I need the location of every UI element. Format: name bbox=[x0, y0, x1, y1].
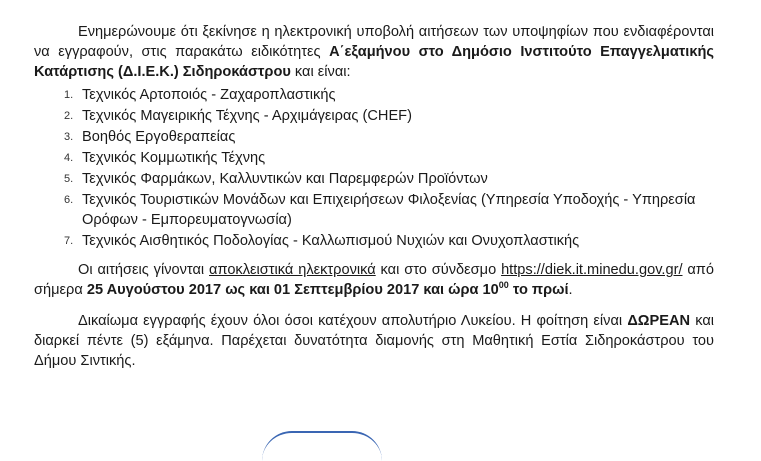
application-link[interactable]: https://diek.it.minedu.gov.gr/ bbox=[501, 262, 683, 278]
list-item bbox=[34, 190, 714, 230]
intro-paragraph bbox=[34, 22, 714, 82]
list-item-label: Τεχνικός Κομμωτικής Τέχνης bbox=[82, 150, 266, 166]
specialties-list bbox=[34, 85, 714, 251]
enrollment-text-2: και διαρκεί πέντε (5) εξάμηνα. Παρέχεται δυνατότητα διαμονής στη Μαθητική Εστία Σιδηροκάστρου του Δήμου Σιντικής. bbox=[34, 313, 715, 369]
list-item-label: Τεχνικός Τουριστικών Μονάδων και Επιχειρήσεων Φιλοξενίας (Υπηρεσία Υποδοχής - Υπηρεσία Ορόφων - Εμπορευματογνωσία) bbox=[82, 192, 696, 228]
applications-paragraph bbox=[34, 260, 714, 300]
list-number: 3. bbox=[64, 131, 74, 143]
enrollment-paragraph bbox=[34, 311, 714, 371]
list-item-label: Τεχνικός Μαγειρικής Τέχνης - Αρχιμάγειρας (CHEF) bbox=[82, 108, 412, 124]
list-item bbox=[34, 148, 714, 168]
dates-text: 25 Αυγούστου 2017 ως και 01 Σεπτεμβρίου 2017 και ώρα 10 bbox=[86, 282, 499, 298]
stamp-seal bbox=[262, 431, 382, 461]
list-number: 6. bbox=[64, 194, 74, 206]
list-item bbox=[34, 85, 714, 105]
applications-text-2: και στο σύνδεσμο bbox=[375, 262, 502, 278]
list-number: 4. bbox=[64, 152, 74, 164]
dates-end: το πρωί bbox=[508, 282, 569, 298]
applications-exclusive: αποκλειστικά ηλεκτρονικά bbox=[209, 262, 376, 278]
list-item-label: Τεχνικός Αισθητικός Ποδολογίας - Καλλωπισμού Νυχιών και Ονυχοπλαστικής bbox=[82, 233, 580, 249]
period: . bbox=[568, 282, 573, 298]
list-number: 7. bbox=[64, 235, 74, 247]
list-item-label: Βοηθός Εργοθεραπείας bbox=[82, 129, 236, 145]
applications-text: Οι αιτήσεις γίνονται bbox=[78, 262, 210, 278]
list-item bbox=[34, 127, 714, 147]
time-superscript: 00 bbox=[498, 280, 509, 291]
list-item bbox=[34, 106, 714, 126]
list-number: 5. bbox=[64, 173, 74, 185]
document-page bbox=[34, 10, 714, 371]
applications-text-3: από σήμερα bbox=[34, 262, 714, 298]
intro-text: Ενημερώνουμε ότι ξεκίνησε η ηλεκτρονική υποβολή αιτήσεων των υποψηφίων που ενδιαφέρονται να εγγραφούν, στις παρακάτω ειδικότητες bbox=[34, 24, 714, 60]
intro-institute: Α΄εξαμήνου στο Δημόσιο Ινστιτούτο Επαγγελματικής Κατάρτισης (Δ.Ι.Ε.Κ.) Σιδηροκάστρου bbox=[34, 44, 714, 80]
list-item bbox=[34, 169, 714, 189]
list-item bbox=[34, 231, 714, 251]
list-item-label: Τεχνικός Αρτοποιός - Ζαχαροπλαστικής bbox=[82, 87, 336, 103]
intro-text-end: και είναι: bbox=[290, 64, 351, 80]
list-item-label: Τεχνικός Φαρμάκων, Καλλυντικών και Παρεμφερών Προϊόντων bbox=[82, 171, 488, 187]
enrollment-free: ΔΩΡΕΑΝ bbox=[627, 313, 691, 329]
list-number: 2. bbox=[64, 110, 74, 122]
enrollment-text: Δικαίωμα εγγραφής έχουν όλοι όσοι κατέχουν απολυτήριο Λυκείου. Η φοίτηση είναι bbox=[78, 313, 628, 329]
application-dates bbox=[87, 282, 569, 298]
list-number: 1. bbox=[64, 89, 74, 101]
